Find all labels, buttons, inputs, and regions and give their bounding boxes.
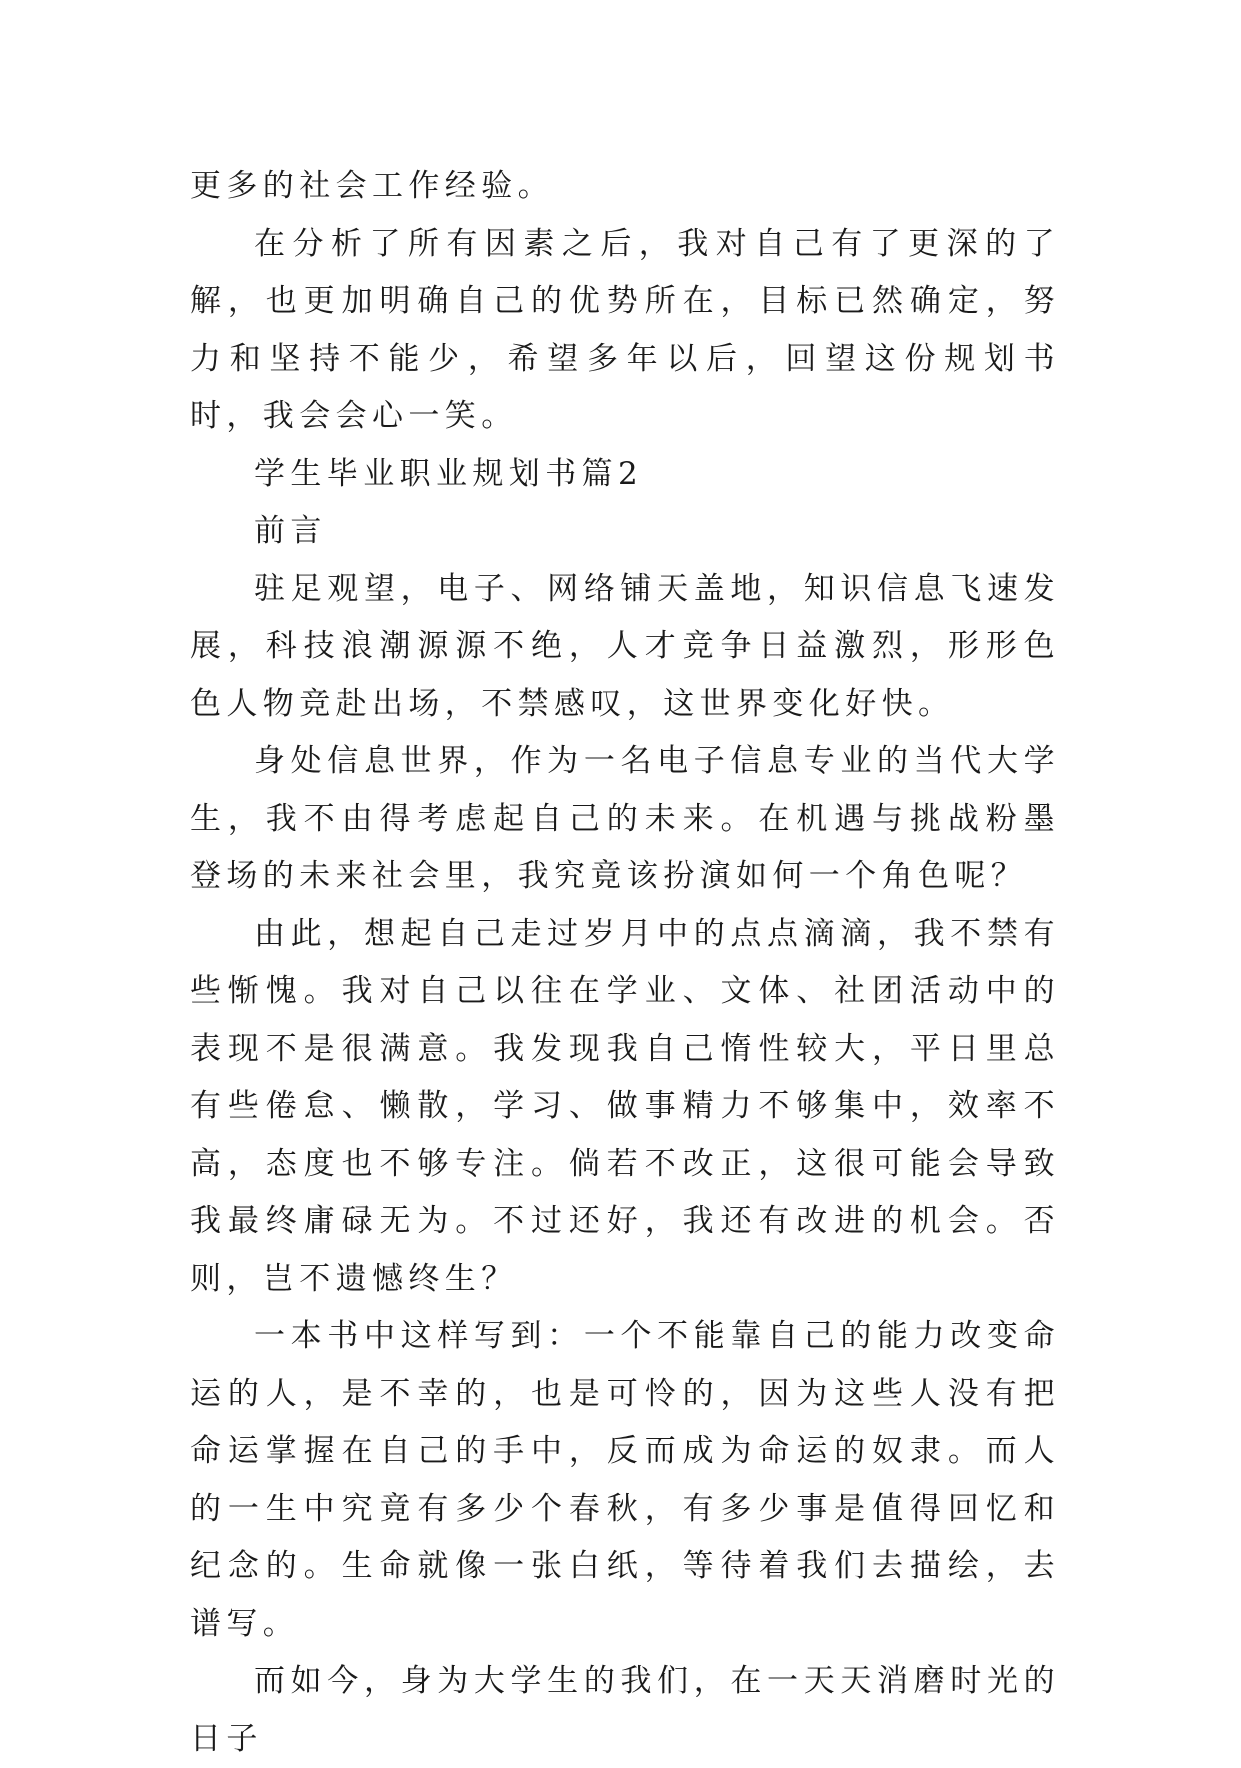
paragraph: 驻足观望，电子、网络铺天盖地，知识信息飞速发展，科技浪潮源源不绝，人才竞争日益激烈，形形色色人物竞赴出场，不禁感叹，这世界变化好快。 bbox=[190, 570, 1060, 722]
section-heading: 学生毕业职业规划书篇2 bbox=[254, 455, 644, 492]
paragraph-conclusion: 在分析了所有因素之后，我对自己有了更深的了解，也更加明确自己的优势所在，目标已然确定，努力和坚持不能少，希望多年以后，回望这份规划书时，我会会心一笑。 bbox=[190, 225, 1060, 434]
subsection-heading: 前言 bbox=[254, 513, 327, 549]
paragraph: 一本书中这样写到：一个不能靠自己的能力改变命运的人，是不幸的，也是可怜的，因为这些人没有把命运掌握在自己的手中，反而成为命运的奴隶。而人的一生中究竟有多少个春秋，有多少事是值得回忆和纪念的。生命就像一张白纸，等待着我们去描绘，去谱写。 bbox=[190, 1318, 1060, 1642]
document-body bbox=[190, 158, 1060, 1768]
paragraph: 而如今，身为大学生的我们，在一天天消磨时光的日子 bbox=[190, 1663, 1060, 1757]
paragraph: 由此，想起自己走过岁月中的点点滴滴，我不禁有些惭愧。我对自己以往在学业、文体、社团活动中的表现不是很满意。我发现我自己惰性较大，平日里总有些倦怠、懒散，学习、做事精力不够集中，效率不高，态度也不够专注。倘若不改正，这很可能会导致我最终庸碌无为。不过还好，我还有改进的机会。否则，岂不遗憾终生？ bbox=[190, 915, 1060, 1297]
paragraph: 身处信息世界，作为一名电子信息专业的当代大学生，我不由得考虑起自己的未来。在机遇与挑战粉墨登场的未来社会里，我究竟该扮演如何一个角色呢？ bbox=[190, 743, 1060, 894]
paragraph-continuation: 更多的社会工作经验。 bbox=[190, 168, 554, 204]
